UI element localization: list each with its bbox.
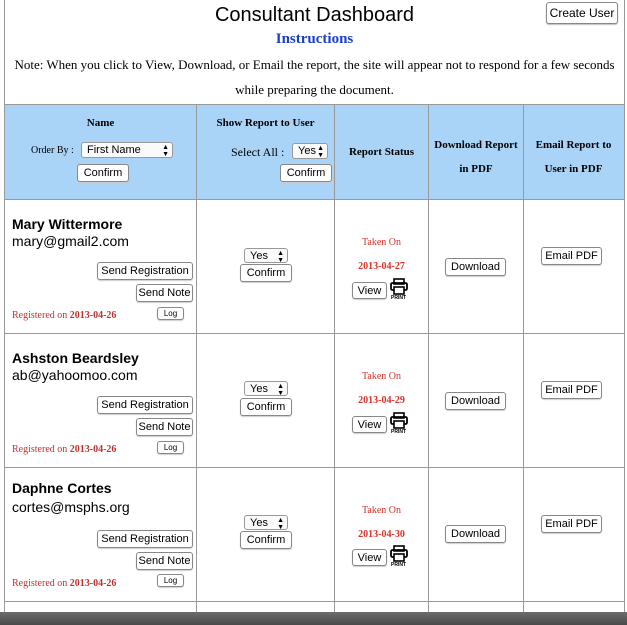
taken-on-date: 2013-04-27 [358,261,405,272]
download-button[interactable]: Download [445,258,506,276]
show-report-confirm-button[interactable]: Confirm [240,264,292,282]
view-button[interactable]: View [352,282,387,299]
download-button[interactable]: Download [445,525,506,543]
report-status-cell [335,200,429,333]
show-report-cell [197,334,335,467]
users-table [5,104,624,612]
registered-date: Registered on 2013-04-26 [12,444,117,455]
print-icon[interactable] [390,412,408,434]
user-cell [5,468,197,601]
send-registration-button[interactable]: Send Registration [97,396,193,414]
select-arrows-icon: ▲ ▼ [277,383,284,397]
user-email: cortes@msphs.org [12,499,130,515]
email-column-label: Email Report to User in PDF [535,139,612,175]
send-registration-button[interactable]: Send Registration [97,262,193,280]
show-report-confirm-button[interactable]: Confirm [240,531,292,549]
select-all-value: Yes [298,145,316,157]
email-cell [524,468,623,601]
order-by-select[interactable] [81,142,173,158]
email-cell [524,200,623,333]
user-name: Daphne Cortes [12,480,112,496]
show-report-cell [197,602,335,612]
email-pdf-button[interactable]: Email PDF [541,247,602,265]
taken-on-label: Taken On [361,371,401,382]
dock-bar [0,612,627,625]
table-row [5,200,624,334]
report-status-cell [335,468,429,601]
instructions-link[interactable]: Instructions [275,31,354,47]
taken-on-date: 2013-04-30 [358,529,405,540]
show-report-value: Yes [250,516,268,529]
taken-on-label: Taken On [361,505,401,516]
select-arrows-icon: ▲ ▼ [317,145,324,159]
show-report-header-cell [197,105,335,199]
email-cell [524,334,623,467]
select-arrows-icon: ▲ ▼ [162,144,169,158]
print-icon[interactable] [390,278,408,300]
report-status-header-cell [335,105,429,199]
send-note-button[interactable]: Send Note [136,284,193,302]
order-by-value: First Name [87,144,141,156]
print-label: PRINT [391,295,406,301]
page-title: Consultant Dashboard [214,4,414,26]
note-text: Note: When you click to View, Download, or Email the report, the site will appear not to respond for a few seconds while preparing the document. [14,57,615,97]
select-arrows-icon: ▲ ▼ [277,517,284,531]
taken-on-label: Taken On [361,237,401,248]
order-by-confirm-button[interactable]: Confirm [77,164,129,182]
send-note-button[interactable]: Send Note [136,552,193,570]
download-cell [429,468,524,601]
report-status-column-label: Report Status [348,146,415,158]
report-status-cell [335,602,429,612]
download-cell [429,200,524,333]
report-status-cell [335,334,429,467]
log-button[interactable]: Log [157,307,184,320]
email-cell [524,602,623,612]
show-report-column-label: Show Report to User [216,117,315,129]
view-button[interactable]: View [352,549,387,566]
download-header-cell [429,105,524,199]
print-label: PRINT [391,562,406,568]
table-header [5,105,624,200]
email-pdf-button[interactable]: Email PDF [541,381,602,399]
user-email: mary@gmail2.com [12,233,129,249]
print-label: PRINT [391,429,406,435]
download-column-label: Download Report in PDF [434,139,518,175]
table-row [5,334,624,468]
name-header-cell [5,105,197,199]
log-button[interactable]: Log [157,574,184,587]
user-cell [5,200,197,333]
show-report-select[interactable] [244,381,288,396]
email-header-cell [524,105,623,199]
send-note-button[interactable]: Send Note [136,418,193,436]
user-email: ab@yahoomoo.com [12,367,138,383]
dashboard-frame [4,0,625,612]
show-report-confirm-button[interactable]: Confirm [240,398,292,416]
download-button[interactable]: Download [445,392,506,410]
user-name: Mary Wittermore [12,216,123,232]
show-report-value: Yes [250,249,268,262]
show-report-select[interactable] [244,515,288,530]
registered-date: Registered on 2013-04-26 [12,310,117,321]
select-all-label: Select All : [231,145,285,159]
log-button[interactable]: Log [157,441,184,454]
create-user-button[interactable]: Create User [546,2,618,24]
show-report-cell [197,468,335,601]
send-registration-button[interactable]: Send Registration [97,530,193,548]
user-cell [5,334,197,467]
print-icon[interactable] [390,545,408,567]
show-report-value: Yes [250,382,268,395]
select-all-select[interactable] [292,143,328,159]
download-cell [429,334,524,467]
user-cell [5,602,197,612]
user-name: Ashston Beardsley [12,350,139,366]
taken-on-date: 2013-04-29 [358,395,405,406]
show-report-cell [197,200,335,333]
order-by-label: Order By : [31,145,74,156]
view-button[interactable]: View [352,416,387,433]
table-row-partial [5,602,624,612]
select-all-confirm-button[interactable]: Confirm [280,164,332,182]
registered-date: Registered on 2013-04-26 [12,578,117,589]
select-arrows-icon: ▲ ▼ [277,250,284,264]
email-pdf-button[interactable]: Email PDF [541,515,602,533]
show-report-select[interactable] [244,248,288,263]
name-column-label: Name [86,117,115,129]
table-row [5,468,624,602]
download-cell [429,602,524,612]
